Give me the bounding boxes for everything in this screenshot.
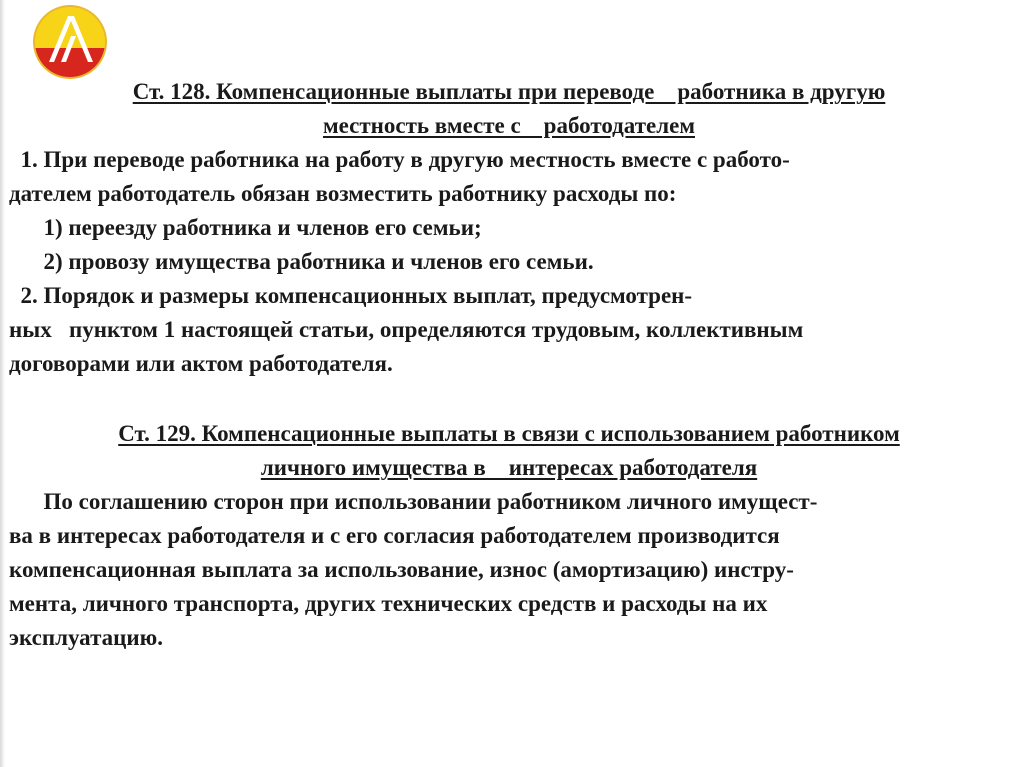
article-129-line: По соглашению сторон при использовании работником личного имущест- (9, 489, 818, 514)
section-gap (9, 381, 1009, 417)
article-128-line: 2. Порядок и размеры компенсационных выплат, предусмотрен- (9, 283, 693, 308)
article-129-heading-line-1: Ст. 129. Компенсационные выплаты в связи с использованием работником (118, 421, 900, 446)
article-128-heading (9, 75, 1009, 143)
article-128-line: дателем работодатель обязан возместить работнику расходы по: (9, 181, 677, 206)
article-128-line: 1) переезду работника и членов его семьи; (9, 215, 482, 240)
article-129-heading-line-2: личного имущества в интересах работодателя (260, 455, 758, 480)
article-129-line: компенсационная выплата за использование, износ (амортизацию) инстру- (9, 557, 794, 582)
article-128-line: договорами или актом работодателя. (9, 351, 393, 376)
article-129-heading (9, 417, 1009, 485)
article-129-line: мента, личного транспорта, других технических средств и расходы на их (9, 591, 768, 616)
article-128-body (9, 143, 1009, 381)
article-129-line: ва в интересах работодателя и с его согласия работодателем производится (9, 523, 780, 548)
article-128-line: ных пунктом 1 настоящей статьи, определяются трудовым, коллективным (9, 317, 804, 342)
logo-icon (32, 4, 108, 80)
article-128-heading-line-2: местность вместе с работодателем (322, 113, 696, 138)
article-129-line: эксплуатацию. (9, 625, 163, 650)
article-128-line: 1. При переводе работника на работу в другую местность вместе с работо- (9, 147, 790, 172)
slide-edge (0, 0, 5, 767)
article-129-body (9, 485, 1009, 655)
document-body (9, 75, 1009, 655)
article-128-line: 2) провозу имущества работника и членов его семьи. (9, 249, 594, 274)
article-128-heading-line-1: Ст. 128. Компенсационные выплаты при переводе работника в другую (132, 79, 886, 104)
